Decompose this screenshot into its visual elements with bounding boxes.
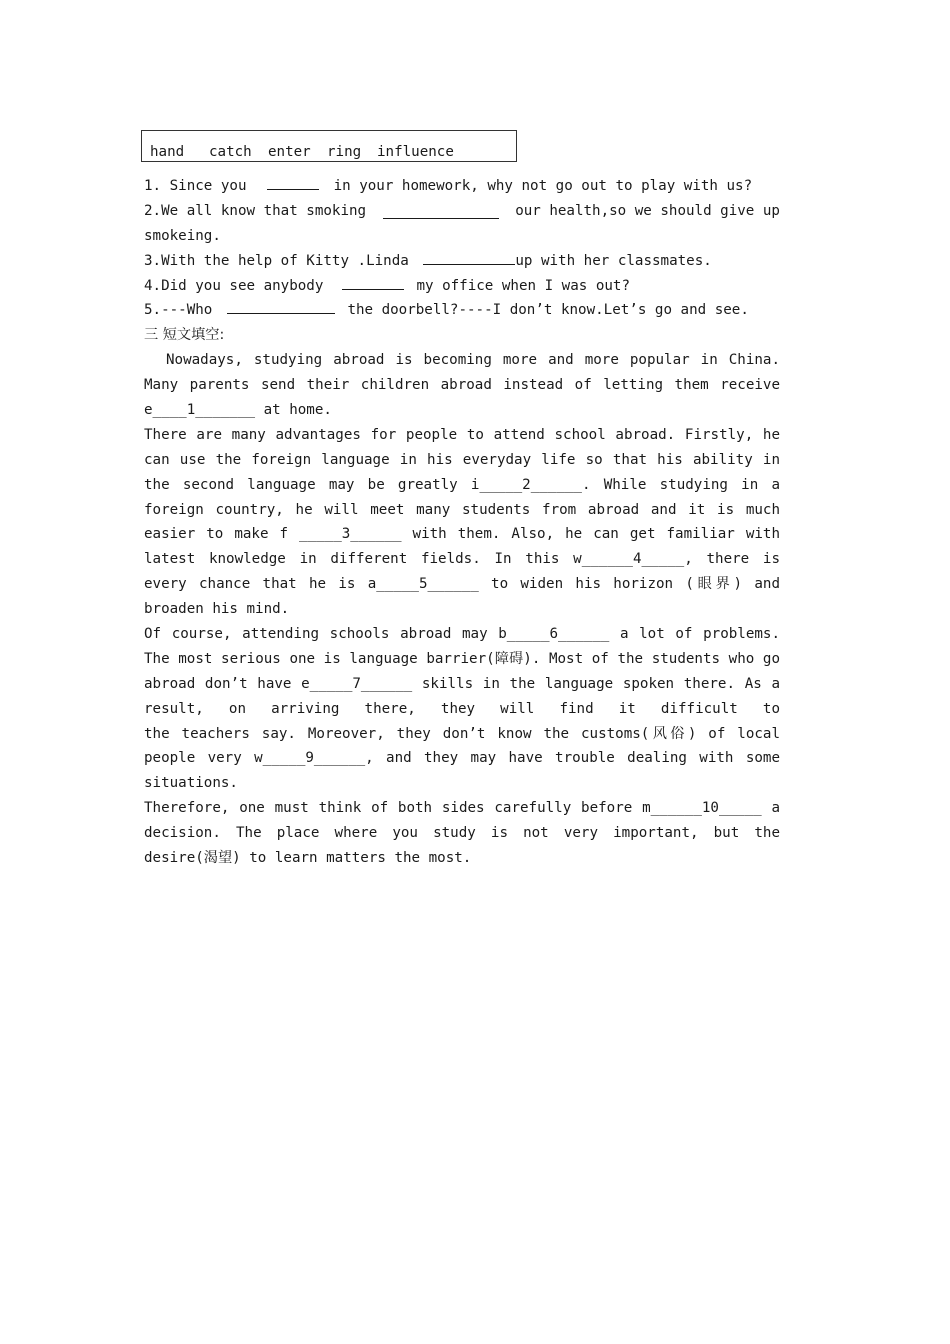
question-5	[144, 298, 780, 323]
word-bank-box	[141, 130, 517, 162]
passage-line: situations.	[144, 775, 238, 792]
passage-line: people very w_____9______, and they may have trouble dealing with some	[144, 750, 780, 767]
answer-blank	[383, 204, 499, 219]
passage-line: the second language may be greatly i_____2______. While studying in a	[144, 476, 780, 493]
answer-blank	[267, 175, 319, 190]
passage-line: the teachers say. Moreover, they don’t know the customs(风俗) of local	[144, 725, 780, 742]
answer-blank	[342, 275, 404, 290]
question-text: 1. Since you	[144, 178, 247, 194]
question-4	[144, 274, 780, 299]
passage-line: abroad don’t have e_____7______ skills in the language spoken there. As a	[144, 675, 780, 692]
passage-line: decision. The place where you study is not very important, but the	[144, 825, 780, 842]
question-text: up with her classmates.	[515, 252, 712, 269]
question-2	[144, 199, 780, 224]
passage-line: e____1_______ at home.	[144, 402, 332, 419]
question-3	[144, 249, 780, 274]
passage-line: foreign country, he will meet many students from abroad and it is much	[144, 501, 780, 518]
question-text: 3.With the help of Kitty .Linda	[144, 252, 409, 269]
passage-line: latest knowledge in different fields. In this w______4_____, there is	[144, 551, 780, 568]
question-text: 5.---Who	[144, 302, 213, 319]
passage-line: every chance that he is a_____5______ to widen his horizon (眼界) and	[144, 576, 780, 593]
question-text: the doorbell?----I don’t know.Let’s go and see.	[347, 302, 749, 319]
passage-line: desire(渴望) to learn matters the most.	[144, 850, 472, 867]
passage-line: easier to make f _____3______ with them. Also, he can get familiar with	[144, 526, 780, 543]
word-bank-item: catch	[209, 144, 252, 160]
passage-line: Of course, attending schools abroad may b_____6______ a lot of problems.	[144, 626, 780, 643]
word-bank-item: ring	[327, 144, 362, 160]
worksheet-content	[144, 174, 780, 871]
passage-line: Many parents send their children abroad instead of letting them receive	[144, 377, 780, 394]
passage-line: Nowadays, studying abroad is becoming more and more popular in China.	[166, 352, 780, 369]
answer-blank	[227, 299, 335, 314]
passage-line: The most serious one is language barrier(障碍). Most of the students who go	[144, 650, 780, 667]
passage-line: Therefore, one must think of both sides carefully before m______10_____ a	[144, 800, 780, 817]
word-bank-item: enter	[268, 144, 311, 160]
passage-line: result, on arriving there, they will find it difficult to	[144, 700, 780, 717]
passage-line: There are many advantages for people to attend school abroad. Firstly, he	[144, 426, 780, 443]
question-text: 2.We all know that smoking	[144, 202, 367, 219]
question-1	[144, 174, 780, 199]
word-bank-item: hand	[150, 144, 185, 160]
question-text: my office when I was out?	[416, 277, 631, 294]
question-text: our health,so we should give up	[515, 202, 780, 219]
word-bank-item: influence	[377, 144, 454, 160]
question-text: 4.Did you see anybody	[144, 277, 324, 294]
question-2-cont: smokeing.	[144, 227, 221, 244]
passage-line: broaden his mind.	[144, 601, 290, 618]
section-heading: 三 短文填空:	[144, 327, 225, 344]
question-text: in your homework, why not go out to play with us?	[333, 178, 753, 194]
answer-blank	[423, 250, 515, 265]
passage-line: can use the foreign language in his everyday life so that his ability in	[144, 451, 780, 468]
